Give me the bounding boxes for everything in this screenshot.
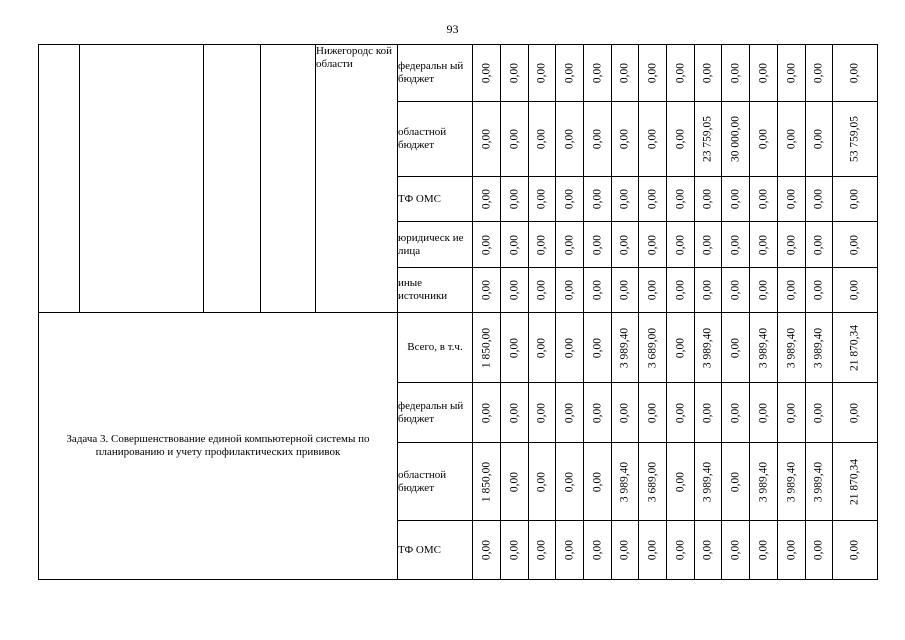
value-cell xyxy=(556,443,584,521)
value-cell xyxy=(612,313,639,383)
value-cell xyxy=(639,102,667,177)
value-text: 0,00 xyxy=(646,188,658,210)
value-cell xyxy=(612,45,639,102)
value-cell xyxy=(473,443,501,521)
funding-source-cell: областной бюджет xyxy=(398,102,473,177)
value-cell xyxy=(778,521,806,580)
value-cell xyxy=(667,521,695,580)
value-text: 0,00 xyxy=(701,279,714,301)
value-text: 0,00 xyxy=(729,471,741,492)
value-cell xyxy=(667,222,695,268)
value-cell xyxy=(667,102,695,177)
value-text: 0,00 xyxy=(848,402,861,423)
value-cell xyxy=(639,268,667,313)
value-text: 3 989,40 xyxy=(785,461,797,502)
value-cell xyxy=(833,45,878,102)
value-text: 0,00 xyxy=(785,402,797,423)
value-text: 0,00 xyxy=(508,539,520,561)
value-text: 3 989,40 xyxy=(618,327,631,368)
value-cell xyxy=(612,383,639,443)
value-text: 0,00 xyxy=(508,62,520,84)
value-text: 0,00 xyxy=(701,188,714,210)
value-cell xyxy=(584,521,612,580)
value-text: 0,00 xyxy=(563,128,575,150)
value-cell xyxy=(556,45,584,102)
value-text: 0,00 xyxy=(729,279,741,301)
value-cell xyxy=(639,521,667,580)
value-text: 0,00 xyxy=(563,279,575,301)
value-cell xyxy=(806,383,833,443)
value-text: 0,00 xyxy=(646,62,658,84)
value-text: 0,00 xyxy=(535,234,548,255)
value-text: 0,00 xyxy=(729,234,741,255)
value-cell xyxy=(584,222,612,268)
value-cell xyxy=(833,443,878,521)
value-text: 0,00 xyxy=(480,188,492,210)
blank-cell xyxy=(39,45,80,313)
value-cell xyxy=(833,383,878,443)
value-text: 0,00 xyxy=(508,471,520,492)
value-cell xyxy=(806,313,833,383)
value-cell xyxy=(695,45,722,102)
value-cell xyxy=(473,45,501,102)
value-text: 0,00 xyxy=(701,62,714,84)
value-text: 0,00 xyxy=(701,234,714,255)
value-cell xyxy=(750,521,778,580)
value-cell xyxy=(722,222,750,268)
value-text: 0,00 xyxy=(674,337,686,358)
value-text: 21 870,34 xyxy=(848,324,861,371)
value-cell xyxy=(750,443,778,521)
value-cell xyxy=(722,383,750,443)
value-cell xyxy=(778,313,806,383)
value-cell xyxy=(695,102,722,177)
value-cell xyxy=(473,222,501,268)
value-text: 0,00 xyxy=(757,402,769,423)
value-cell xyxy=(722,443,750,521)
value-cell xyxy=(778,268,806,313)
value-cell xyxy=(695,443,722,521)
value-text: 0,00 xyxy=(480,62,492,84)
value-cell xyxy=(778,45,806,102)
value-text: 0,00 xyxy=(701,402,714,423)
value-text: 0,00 xyxy=(535,128,548,150)
value-text: 3 989,40 xyxy=(812,461,825,502)
value-cell xyxy=(584,177,612,222)
value-text: 0,00 xyxy=(480,402,492,423)
value-cell xyxy=(556,521,584,580)
value-cell xyxy=(833,313,878,383)
value-cell xyxy=(750,268,778,313)
value-cell xyxy=(806,102,833,177)
value-text: 3 989,40 xyxy=(701,327,714,368)
value-text: 0,00 xyxy=(618,128,631,150)
blank-cell xyxy=(261,45,316,313)
value-text: 3 689,00 xyxy=(646,327,658,368)
value-cell xyxy=(529,177,556,222)
value-cell xyxy=(750,177,778,222)
value-text: 1 850,00 xyxy=(480,461,492,502)
value-text: 0,00 xyxy=(563,234,575,255)
value-cell xyxy=(473,521,501,580)
value-cell xyxy=(833,177,878,222)
value-text: 21 870,34 xyxy=(848,458,861,505)
value-text: 0,00 xyxy=(646,128,658,150)
value-text: 3 989,40 xyxy=(812,327,825,368)
funding-source-cell: федеральн ый бюджет xyxy=(398,45,473,102)
value-text: 0,00 xyxy=(848,234,861,255)
value-text: 0,00 xyxy=(785,234,797,255)
value-text: 0,00 xyxy=(591,337,603,358)
value-text: 0,00 xyxy=(812,402,825,423)
value-text: 0,00 xyxy=(674,62,686,84)
value-cell xyxy=(612,268,639,313)
value-text: 0,00 xyxy=(701,539,714,561)
value-cell xyxy=(556,268,584,313)
value-text: 0,00 xyxy=(618,188,631,210)
value-text: 0,00 xyxy=(812,128,825,150)
value-text: 0,00 xyxy=(674,128,686,150)
value-text: 0,00 xyxy=(535,188,548,210)
value-text: 0,00 xyxy=(591,279,603,301)
funding-source-cell: ТФ ОМС xyxy=(398,521,473,580)
value-cell xyxy=(667,177,695,222)
value-text: 0,00 xyxy=(757,234,769,255)
value-text: 0,00 xyxy=(785,128,797,150)
value-text: 0,00 xyxy=(591,402,603,423)
value-cell xyxy=(639,443,667,521)
value-text: 0,00 xyxy=(848,279,861,301)
value-cell xyxy=(529,443,556,521)
value-text: 0,00 xyxy=(618,234,631,255)
value-text: 0,00 xyxy=(535,402,548,423)
value-cell xyxy=(806,268,833,313)
value-text: 0,00 xyxy=(535,279,548,301)
value-cell xyxy=(473,268,501,313)
value-cell xyxy=(584,313,612,383)
value-cell xyxy=(584,45,612,102)
value-cell xyxy=(584,102,612,177)
value-cell xyxy=(501,45,529,102)
value-text: 3 989,40 xyxy=(757,461,769,502)
value-text: 0,00 xyxy=(646,539,658,561)
value-cell xyxy=(750,313,778,383)
value-cell xyxy=(529,521,556,580)
value-cell xyxy=(667,45,695,102)
value-text: 0,00 xyxy=(729,337,741,358)
value-text: 3 989,40 xyxy=(701,461,714,502)
blank-cell xyxy=(204,45,261,313)
value-cell xyxy=(806,443,833,521)
value-text: 0,00 xyxy=(591,471,603,492)
budget-table xyxy=(38,44,878,580)
value-text: 0,00 xyxy=(848,539,861,561)
value-cell xyxy=(612,443,639,521)
value-text: 0,00 xyxy=(674,234,686,255)
value-cell xyxy=(473,177,501,222)
value-cell xyxy=(501,313,529,383)
blank-cell xyxy=(80,45,204,313)
value-cell xyxy=(722,268,750,313)
value-cell xyxy=(639,222,667,268)
value-text: 30 000,00 xyxy=(729,116,741,162)
value-text: 0,00 xyxy=(729,402,741,423)
value-text: 0,00 xyxy=(674,188,686,210)
value-text: 0,00 xyxy=(812,62,825,84)
value-cell xyxy=(778,383,806,443)
value-text: 0,00 xyxy=(508,337,520,358)
value-cell xyxy=(501,222,529,268)
value-cell xyxy=(833,521,878,580)
funding-source-cell: юридическ ие лица xyxy=(398,222,473,268)
value-cell xyxy=(612,102,639,177)
value-text: 0,00 xyxy=(563,471,575,492)
value-cell xyxy=(695,383,722,443)
value-text: 0,00 xyxy=(563,337,575,358)
value-cell xyxy=(722,177,750,222)
value-text: 0,00 xyxy=(729,539,741,561)
value-cell xyxy=(556,313,584,383)
value-cell xyxy=(612,222,639,268)
value-cell xyxy=(556,177,584,222)
value-cell xyxy=(473,313,501,383)
value-text: 1 850,00 xyxy=(480,327,492,368)
funding-source-cell: федеральн ый бюджет xyxy=(398,383,473,443)
value-text: 0,00 xyxy=(646,234,658,255)
value-text: 0,00 xyxy=(812,279,825,301)
value-cell xyxy=(695,177,722,222)
value-text: 0,00 xyxy=(618,62,631,84)
value-cell xyxy=(584,268,612,313)
funding-source-cell: ТФ ОМС xyxy=(398,177,473,222)
value-cell xyxy=(529,45,556,102)
value-cell xyxy=(501,383,529,443)
value-text: 0,00 xyxy=(508,279,520,301)
value-cell xyxy=(833,268,878,313)
value-cell xyxy=(750,222,778,268)
value-text: 0,00 xyxy=(480,234,492,255)
value-text: 0,00 xyxy=(535,62,548,84)
value-cell xyxy=(806,222,833,268)
value-cell xyxy=(750,383,778,443)
value-text: 0,00 xyxy=(618,539,631,561)
value-text: 0,00 xyxy=(591,62,603,84)
value-text: 0,00 xyxy=(508,234,520,255)
value-text: 53 759,05 xyxy=(848,116,861,162)
value-text: 0,00 xyxy=(591,188,603,210)
value-text: 0,00 xyxy=(591,128,603,150)
value-cell xyxy=(639,313,667,383)
value-text: 0,00 xyxy=(729,62,741,84)
value-text: 0,00 xyxy=(618,279,631,301)
value-cell xyxy=(556,102,584,177)
value-text: 0,00 xyxy=(563,539,575,561)
value-cell xyxy=(695,521,722,580)
value-text: 0,00 xyxy=(591,234,603,255)
value-cell xyxy=(806,45,833,102)
value-cell xyxy=(639,383,667,443)
value-text: 0,00 xyxy=(812,234,825,255)
value-cell xyxy=(612,177,639,222)
value-text: 0,00 xyxy=(508,188,520,210)
region-label: Нижегородс кой области xyxy=(316,45,398,313)
value-cell xyxy=(778,102,806,177)
value-cell xyxy=(695,268,722,313)
value-cell xyxy=(833,222,878,268)
value-text: 0,00 xyxy=(535,471,548,492)
value-text: 0,00 xyxy=(480,279,492,301)
value-cell xyxy=(722,521,750,580)
page-number: 93 xyxy=(446,22,459,36)
value-text: 0,00 xyxy=(535,337,548,358)
value-text: 3 989,40 xyxy=(785,327,797,368)
task-label: Задача 3. Совершенствование единой компьютерной системы по планированию и учету профилактических прививок xyxy=(39,313,398,580)
value-text: 0,00 xyxy=(674,279,686,301)
value-cell xyxy=(722,313,750,383)
value-text: 0,00 xyxy=(757,128,769,150)
value-cell xyxy=(722,102,750,177)
value-text: 0,00 xyxy=(785,188,797,210)
value-text: 3 689,00 xyxy=(646,461,658,502)
funding-source-cell: Всего, в т.ч. xyxy=(398,313,473,383)
value-cell xyxy=(584,443,612,521)
value-text: 0,00 xyxy=(563,188,575,210)
value-cell xyxy=(529,268,556,313)
value-text: 0,00 xyxy=(757,279,769,301)
value-cell xyxy=(639,177,667,222)
value-text: 0,00 xyxy=(646,279,658,301)
value-cell xyxy=(833,102,878,177)
value-cell xyxy=(529,313,556,383)
value-text: 0,00 xyxy=(757,539,769,561)
value-text: 0,00 xyxy=(848,188,861,210)
value-cell xyxy=(778,222,806,268)
value-cell xyxy=(473,383,501,443)
value-cell xyxy=(529,383,556,443)
value-text: 0,00 xyxy=(591,539,603,561)
value-cell xyxy=(556,222,584,268)
value-cell xyxy=(501,443,529,521)
value-text: 0,00 xyxy=(535,539,548,561)
value-text: 0,00 xyxy=(674,402,686,423)
value-cell xyxy=(750,102,778,177)
value-text: 3 989,40 xyxy=(618,461,631,502)
value-text: 0,00 xyxy=(785,279,797,301)
value-text: 0,00 xyxy=(757,188,769,210)
funding-source-cell: иные источники xyxy=(398,268,473,313)
value-text: 0,00 xyxy=(618,402,631,423)
table-row xyxy=(39,313,878,383)
value-cell xyxy=(501,521,529,580)
value-text: 0,00 xyxy=(812,188,825,210)
value-cell xyxy=(695,313,722,383)
value-text: 23 759,05 xyxy=(701,116,714,162)
value-cell xyxy=(501,102,529,177)
value-cell xyxy=(667,443,695,521)
value-text: 0,00 xyxy=(674,471,686,492)
value-cell xyxy=(501,177,529,222)
value-cell xyxy=(556,383,584,443)
value-cell xyxy=(501,268,529,313)
value-text: 0,00 xyxy=(729,188,741,210)
value-cell xyxy=(639,45,667,102)
value-text: 0,00 xyxy=(563,62,575,84)
value-text: 0,00 xyxy=(812,539,825,561)
value-cell xyxy=(473,102,501,177)
value-cell xyxy=(584,383,612,443)
table-row xyxy=(39,45,878,102)
value-text: 0,00 xyxy=(646,402,658,423)
value-text: 0,00 xyxy=(480,539,492,561)
value-cell xyxy=(778,443,806,521)
funding-source-cell: областной бюджет xyxy=(398,443,473,521)
value-text: 0,00 xyxy=(508,402,520,423)
value-text: 3 989,40 xyxy=(757,327,769,368)
value-cell xyxy=(529,222,556,268)
value-cell xyxy=(778,177,806,222)
value-cell xyxy=(806,177,833,222)
value-cell xyxy=(750,45,778,102)
value-text: 0,00 xyxy=(674,539,686,561)
value-cell xyxy=(612,521,639,580)
value-text: 0,00 xyxy=(785,62,797,84)
value-text: 0,00 xyxy=(757,62,769,84)
value-text: 0,00 xyxy=(785,539,797,561)
value-cell xyxy=(667,313,695,383)
value-text: 0,00 xyxy=(563,402,575,423)
value-cell xyxy=(806,521,833,580)
value-cell xyxy=(695,222,722,268)
value-text: 0,00 xyxy=(480,128,492,150)
value-text: 0,00 xyxy=(508,128,520,150)
value-cell xyxy=(667,383,695,443)
value-cell xyxy=(667,268,695,313)
value-cell xyxy=(529,102,556,177)
value-cell xyxy=(722,45,750,102)
value-text: 0,00 xyxy=(848,62,861,84)
